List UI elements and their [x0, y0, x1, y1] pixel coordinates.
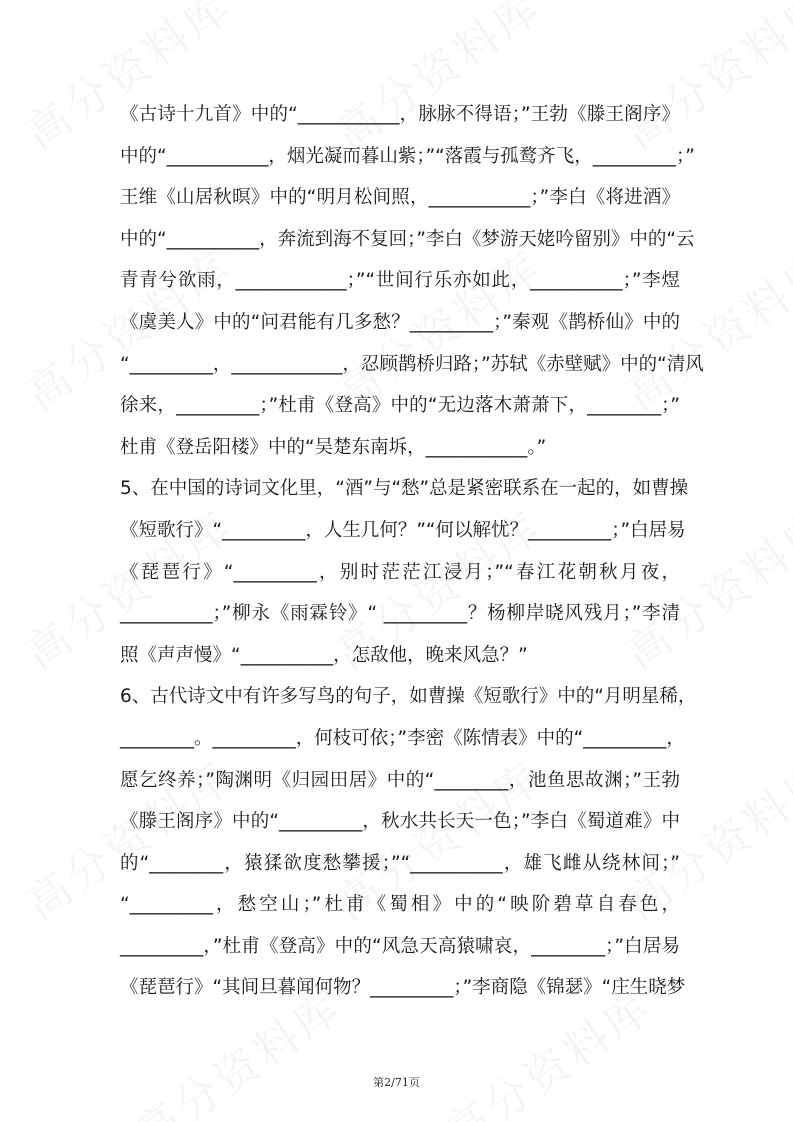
- page-number: 第2/71页: [373, 1076, 420, 1089]
- text-line: 王维《山居秋暝》中的“明月松间照，___________；”李白《将进酒》: [120, 187, 680, 209]
- text-line: 的“________，猿猱欲度愁攀援；”“__________，雄飞雌从绕林间；”: [120, 852, 680, 874]
- text-line: “_________，愁空山；”杜甫《蜀相》中的“映阶碧草自春色，: [120, 894, 680, 916]
- text-line: 照《声声慢》“__________，怎敌他，晚来风急？”: [120, 644, 528, 666]
- text-line: 杜甫《登岳阳楼》中的“吴楚东南坼，___________。”: [120, 436, 547, 458]
- text-line: 《短歌行》“_________，人生几何？”“何以解忧？_________；”白居易: [120, 519, 686, 541]
- text-line: “_________，____________，忍顾鹊桥归路；”苏轼《赤壁赋》中的“清风: [120, 353, 704, 375]
- text-line: 《琵琶行》“其间旦暮闻何物？_________；”李商隐《锦瑟》“庄生晓梦: [120, 977, 686, 999]
- text-line: 《虞美人》中的“问君能有几多愁？_________；”秦观《鹊桥仙》中的: [120, 311, 680, 333]
- text-line: _________，”杜甫《登高》中的“风急天高猿啸哀，________；”白居易: [120, 935, 680, 957]
- text-line: 中的“__________，奔流到海不复回；”李白《梦游天姥吟留别》中的“云: [120, 228, 695, 250]
- text-line: 《滕王阁序》中的“_________，秋水共长天一色；”李白《蜀道难》中: [120, 811, 680, 833]
- document-body: [120, 97, 704, 1012]
- question-5-line: 5、在中国的诗词文化里，“酒”与“愁”总是紧密联系在一起的，如曹操: [120, 478, 689, 500]
- text-line: 中的“___________，烟光凝而暮山紫；”“落霞与孤鹜齐飞，_________；”: [120, 145, 695, 167]
- text-line: 青青兮欲雨，____________；”“世间行乐亦如此，__________；”李煜: [120, 270, 680, 292]
- text-line: ________。_________，何枝可依；”李密《陈情表》中的“_________，: [120, 727, 685, 749]
- text-line: __________；”柳永《雨霖铃》“ _________？杨柳岸晓风残月；”李清: [120, 603, 680, 625]
- text-line: 《琵琶行》“_________，别时茫茫江浸月；”“春江花朝秋月夜，: [120, 561, 680, 583]
- text-line: 徐来，_________；”杜甫《登高》中的“无边落木萧萧下，________；”: [120, 395, 680, 417]
- text-line: 愿乞终养；”陶渊明《归园田居》中的“________，池鱼思故渊；”王勃: [120, 769, 680, 791]
- text-line: 《古诗十九首》中的“___________，脉脉不得语；”王勃《滕王阁序》: [120, 104, 680, 125]
- question-6-line: 6、古代诗文中有许多写鸟的句子，如曹操《短歌行》中的“月明星稀，: [120, 686, 697, 708]
